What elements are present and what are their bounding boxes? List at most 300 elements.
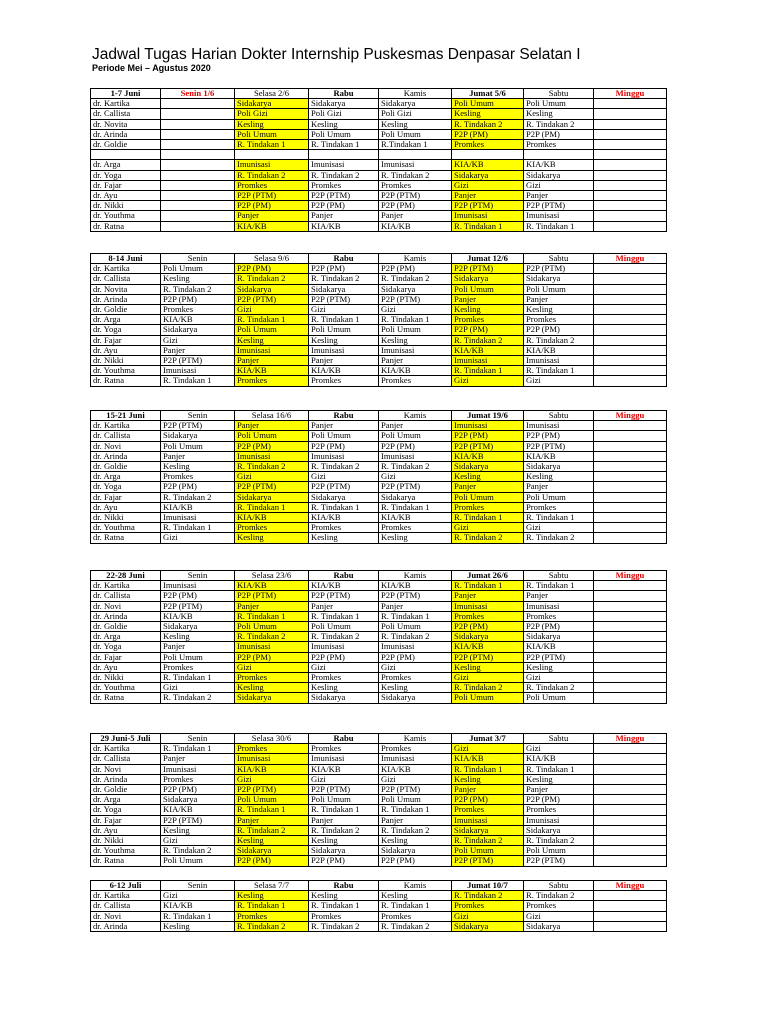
- duty-cell: Poli Umum: [452, 492, 524, 502]
- duty-cell: Kesling: [309, 119, 379, 129]
- duty-cell: Sidakarya: [452, 170, 524, 180]
- duty-cell: Sidakarya: [524, 462, 594, 472]
- duty-cell: Sidakarya: [452, 462, 524, 472]
- table-row: [91, 274, 667, 284]
- duty-cell: Gizi: [235, 472, 309, 482]
- duty-cell: Sidakarya: [379, 492, 452, 502]
- table-row: [91, 211, 667, 221]
- duty-cell: [594, 325, 667, 335]
- duty-cell: Imunisasi: [309, 451, 379, 461]
- week-table: [90, 880, 667, 932]
- duty-cell: Promkes: [379, 744, 452, 754]
- table-row: [91, 911, 667, 921]
- duty-cell: KIA/KB: [161, 502, 235, 512]
- duty-cell: Imunisasi: [524, 211, 594, 221]
- header-cell: 8-14 Juni: [91, 254, 161, 264]
- duty-cell: KIA/KB: [524, 451, 594, 461]
- duty-cell: Promkes: [309, 673, 379, 683]
- duty-cell: P2P (PM): [379, 441, 452, 451]
- table-row: [91, 774, 667, 784]
- duty-cell: Promkes: [309, 376, 379, 386]
- doctor-name-cell: dr. Kartika: [91, 99, 161, 109]
- duty-cell: R. Tindakan 2: [379, 462, 452, 472]
- header-cell: Jumat 26/6: [452, 571, 524, 581]
- duty-cell: Promkes: [452, 901, 524, 911]
- doctor-name-cell: dr. Ayu: [91, 502, 161, 512]
- duty-cell: P2P (PM): [161, 482, 235, 492]
- duty-cell: Promkes: [161, 662, 235, 672]
- header-cell: Jumat 5/6: [452, 89, 524, 99]
- duty-cell: Kesling: [161, 825, 235, 835]
- duty-cell: Kesling: [379, 119, 452, 129]
- duty-cell: Panjer: [309, 601, 379, 611]
- duty-cell: [594, 160, 667, 170]
- duty-cell: Gizi: [524, 523, 594, 533]
- duty-cell: Kesling: [235, 683, 309, 693]
- duty-cell: P2P (PTM): [524, 264, 594, 274]
- duty-cell: Kesling: [161, 462, 235, 472]
- duty-cell: Sidakarya: [379, 284, 452, 294]
- week-table: [90, 253, 667, 387]
- duty-cell: Imunisasi: [524, 421, 594, 431]
- duty-cell: [594, 345, 667, 355]
- doctor-name-cell: dr. Nikki: [91, 356, 161, 366]
- duty-cell: [594, 502, 667, 512]
- table-row: [91, 795, 667, 805]
- table-row: [91, 683, 667, 693]
- duty-cell: Sidakarya: [235, 492, 309, 502]
- duty-cell: Panjer: [161, 642, 235, 652]
- week-header-row: [91, 734, 667, 744]
- duty-cell: Sidakarya: [235, 846, 309, 856]
- duty-cell: P2P (PTM): [309, 591, 379, 601]
- duty-cell: P2P (PM): [379, 652, 452, 662]
- duty-cell: KIA/KB: [524, 754, 594, 764]
- duty-cell: Sidakarya: [452, 274, 524, 284]
- duty-cell: Sidakarya: [524, 921, 594, 931]
- duty-cell: Imunisasi: [309, 642, 379, 652]
- table-row: [91, 611, 667, 621]
- header-cell: Kamis: [379, 881, 452, 891]
- duty-cell: Kesling: [524, 305, 594, 315]
- table-row: [91, 345, 667, 355]
- duty-cell: [594, 693, 667, 703]
- duty-cell: [594, 305, 667, 315]
- duty-cell: P2P (PTM): [309, 482, 379, 492]
- duty-cell: Panjer: [161, 345, 235, 355]
- header-cell: Sabtu: [524, 881, 594, 891]
- duty-cell: Sidakarya: [524, 632, 594, 642]
- table-row: [91, 451, 667, 461]
- duty-cell: [594, 622, 667, 632]
- duty-cell: P2P (PM): [235, 652, 309, 662]
- duty-cell: R. Tindakan 1: [452, 366, 524, 376]
- duty-cell: Sidakarya: [161, 325, 235, 335]
- table-row: [91, 785, 667, 795]
- duty-cell: P2P (PTM): [379, 294, 452, 304]
- duty-cell: [594, 836, 667, 846]
- duty-cell: Panjer: [235, 815, 309, 825]
- header-cell: Selasa 9/6: [235, 254, 309, 264]
- duty-cell: Gizi: [309, 472, 379, 482]
- week-table: [90, 88, 667, 232]
- duty-cell: [161, 160, 235, 170]
- header-cell: Minggu: [594, 571, 667, 581]
- table-row: [91, 201, 667, 211]
- duty-cell: R. Tindakan 2: [524, 335, 594, 345]
- duty-cell: R. Tindakan 2: [524, 836, 594, 846]
- duty-cell: KIA/KB: [309, 366, 379, 376]
- duty-cell: [235, 150, 309, 160]
- duty-cell: R. Tindakan 1: [161, 376, 235, 386]
- duty-cell: Poli Umum: [309, 795, 379, 805]
- doctor-name-cell: dr. Novi: [91, 911, 161, 921]
- duty-cell: P2P (PTM): [452, 652, 524, 662]
- duty-cell: R. Tindakan 1: [452, 581, 524, 591]
- duty-cell: Promkes: [379, 673, 452, 683]
- duty-cell: R. Tindakan 2: [235, 462, 309, 472]
- duty-cell: Kesling: [379, 836, 452, 846]
- duty-cell: [594, 109, 667, 119]
- duty-cell: Panjer: [379, 356, 452, 366]
- duty-cell: Gizi: [524, 180, 594, 190]
- duty-cell: R. Tindakan 1: [161, 911, 235, 921]
- duty-cell: Panjer: [161, 754, 235, 764]
- duty-cell: R. Tindakan 2: [309, 170, 379, 180]
- duty-cell: Kesling: [379, 891, 452, 901]
- duty-cell: [594, 462, 667, 472]
- duty-cell: Promkes: [452, 315, 524, 325]
- duty-cell: Poli Umum: [452, 99, 524, 109]
- duty-cell: R. Tindakan 2: [452, 891, 524, 901]
- duty-cell: Sidakarya: [161, 431, 235, 441]
- duty-cell: Poli Umum: [161, 652, 235, 662]
- duty-cell: [161, 170, 235, 180]
- doctor-name-cell: dr. Ratna: [91, 856, 161, 866]
- duty-cell: Poli Umum: [524, 284, 594, 294]
- doctor-name-cell: dr. Arga: [91, 795, 161, 805]
- duty-cell: R. Tindakan 2: [235, 921, 309, 931]
- duty-cell: [161, 129, 235, 139]
- header-cell: Rabu: [309, 571, 379, 581]
- duty-cell: KIA/KB: [161, 901, 235, 911]
- duty-cell: R. Tindakan 1: [161, 673, 235, 683]
- table-row: [91, 472, 667, 482]
- duty-cell: KIA/KB: [524, 642, 594, 652]
- table-row: [91, 284, 667, 294]
- header-cell: Senin: [161, 734, 235, 744]
- header-cell: Sabtu: [524, 89, 594, 99]
- doctor-name-cell: dr. Ayu: [91, 825, 161, 835]
- duty-cell: [379, 150, 452, 160]
- duty-cell: Poli Umum: [235, 622, 309, 632]
- duty-cell: Panjer: [452, 482, 524, 492]
- duty-cell: R. Tindakan 2: [524, 119, 594, 129]
- duty-cell: KIA/KB: [235, 764, 309, 774]
- table-row: [91, 513, 667, 523]
- table-row: [91, 191, 667, 201]
- doctor-name-cell: dr. Novita: [91, 284, 161, 294]
- duty-cell: P2P (PM): [452, 622, 524, 632]
- duty-cell: KIA/KB: [235, 513, 309, 523]
- duty-cell: Imunisasi: [235, 754, 309, 764]
- table-row: [91, 160, 667, 170]
- header-cell: 1-7 Juni: [91, 89, 161, 99]
- duty-cell: P2P (PTM): [235, 785, 309, 795]
- duty-cell: Poli Umum: [452, 284, 524, 294]
- duty-cell: Poli Umum: [452, 693, 524, 703]
- duty-cell: R. Tindakan 1: [379, 315, 452, 325]
- duty-cell: Panjer: [524, 591, 594, 601]
- duty-cell: [594, 451, 667, 461]
- header-cell: Jumat 3/7: [452, 734, 524, 744]
- duty-cell: P2P (PM): [235, 201, 309, 211]
- doctor-name-cell: dr. Nikki: [91, 201, 161, 211]
- duty-cell: P2P (PTM): [452, 201, 524, 211]
- table-row: [91, 335, 667, 345]
- duty-cell: R. Tindakan 1: [235, 140, 309, 150]
- week-table: [90, 570, 667, 704]
- duty-cell: Imunisasi: [452, 211, 524, 221]
- duty-cell: [594, 264, 667, 274]
- duty-cell: Imunisasi: [379, 754, 452, 764]
- duty-cell: KIA/KB: [235, 221, 309, 231]
- doctor-name-cell: dr. Ratna: [91, 221, 161, 231]
- duty-cell: Gizi: [161, 683, 235, 693]
- table-row: [91, 366, 667, 376]
- duty-cell: Poli Umum: [309, 129, 379, 139]
- duty-cell: R. Tindakan 2: [309, 462, 379, 472]
- duty-cell: Poli Umum: [379, 129, 452, 139]
- duty-cell: R. Tindakan 1: [235, 502, 309, 512]
- duty-cell: [594, 201, 667, 211]
- duty-cell: [524, 150, 594, 160]
- duty-cell: Sidakarya: [161, 622, 235, 632]
- duty-cell: Gizi: [309, 305, 379, 315]
- duty-cell: KIA/KB: [309, 764, 379, 774]
- duty-cell: Poli Umum: [235, 795, 309, 805]
- duty-cell: P2P (PTM): [235, 591, 309, 601]
- duty-cell: Promkes: [309, 523, 379, 533]
- doctor-name-cell: dr. Kartika: [91, 421, 161, 431]
- header-cell: Selasa 30/6: [235, 734, 309, 744]
- duty-cell: Gizi: [379, 305, 452, 315]
- duty-cell: Poli Umum: [235, 431, 309, 441]
- doctor-name-cell: dr. Goldie: [91, 785, 161, 795]
- header-cell: Selasa 16/6: [235, 411, 309, 421]
- duty-cell: R. Tindakan 2: [309, 921, 379, 931]
- duty-cell: Promkes: [235, 523, 309, 533]
- week-header-row: [91, 881, 667, 891]
- duty-cell: [594, 294, 667, 304]
- table-row: [91, 376, 667, 386]
- duty-cell: R. Tindakan 1: [452, 221, 524, 231]
- table-row: [91, 431, 667, 441]
- duty-cell: [594, 482, 667, 492]
- duty-cell: [594, 911, 667, 921]
- duty-cell: P2P (PM): [452, 325, 524, 335]
- duty-cell: KIA/KB: [309, 513, 379, 523]
- doctor-name-cell: dr. Callista: [91, 901, 161, 911]
- duty-cell: R. Tindakan 2: [379, 632, 452, 642]
- duty-cell: Panjer: [309, 815, 379, 825]
- duty-cell: P2P (PM): [452, 795, 524, 805]
- duty-cell: R. Tindakan 1: [309, 140, 379, 150]
- duty-cell: R. Tindakan 2: [452, 335, 524, 345]
- duty-cell: Imunisasi: [452, 421, 524, 431]
- table-row: [91, 150, 667, 160]
- duty-cell: R. Tindakan 2: [524, 891, 594, 901]
- duty-cell: P2P (PM): [452, 129, 524, 139]
- duty-cell: Promkes: [452, 805, 524, 815]
- duty-cell: R. Tindakan 2: [161, 284, 235, 294]
- duty-cell: [594, 815, 667, 825]
- duty-cell: R. Tindakan 1: [452, 513, 524, 523]
- duty-cell: Imunisasi: [524, 815, 594, 825]
- duty-cell: [594, 891, 667, 901]
- duty-cell: [594, 472, 667, 482]
- duty-cell: Kesling: [161, 274, 235, 284]
- duty-cell: Kesling: [235, 891, 309, 901]
- duty-cell: P2P (PM): [161, 785, 235, 795]
- duty-cell: Gizi: [452, 911, 524, 921]
- week-header-row: [91, 254, 667, 264]
- header-cell: Jumat 12/6: [452, 254, 524, 264]
- duty-cell: Kesling: [309, 891, 379, 901]
- duty-cell: [594, 513, 667, 523]
- duty-cell: Kesling: [235, 836, 309, 846]
- duty-cell: [161, 119, 235, 129]
- duty-cell: Panjer: [161, 451, 235, 461]
- duty-cell: Poli Umum: [379, 431, 452, 441]
- doctor-name-cell: dr. Yoga: [91, 170, 161, 180]
- duty-cell: [594, 492, 667, 502]
- table-row: [91, 502, 667, 512]
- duty-cell: Panjer: [524, 482, 594, 492]
- duty-cell: Sidakarya: [235, 284, 309, 294]
- duty-cell: P2P (PM): [309, 264, 379, 274]
- duty-cell: P2P (PM): [309, 856, 379, 866]
- duty-cell: KIA/KB: [452, 160, 524, 170]
- duty-cell: [594, 611, 667, 621]
- duty-cell: [161, 201, 235, 211]
- duty-cell: R. Tindakan 1: [235, 315, 309, 325]
- doctor-name-cell: dr. Youthma: [91, 211, 161, 221]
- duty-cell: Poli Umum: [524, 846, 594, 856]
- table-row: [91, 662, 667, 672]
- duty-cell: R. Tindakan 2: [379, 825, 452, 835]
- header-cell: 22-28 Juni: [91, 571, 161, 581]
- duty-cell: R. Tindakan 2: [452, 533, 524, 543]
- duty-cell: [594, 825, 667, 835]
- table-row: [91, 109, 667, 119]
- duty-cell: [161, 99, 235, 109]
- duty-cell: [594, 170, 667, 180]
- duty-cell: [594, 523, 667, 533]
- duty-cell: Panjer: [452, 294, 524, 304]
- duty-cell: Imunisasi: [309, 345, 379, 355]
- doctor-name-cell: dr. Novi: [91, 441, 161, 451]
- doctor-name-cell: dr. Kartika: [91, 581, 161, 591]
- duty-cell: Panjer: [379, 211, 452, 221]
- duty-cell: Poli Umum: [235, 325, 309, 335]
- duty-cell: [594, 673, 667, 683]
- duty-cell: Poli Umum: [309, 622, 379, 632]
- duty-cell: Imunisasi: [309, 754, 379, 764]
- header-cell: Selasa 7/7: [235, 881, 309, 891]
- duty-cell: Gizi: [379, 662, 452, 672]
- table-row: [91, 622, 667, 632]
- duty-cell: P2P (PM): [235, 441, 309, 451]
- duty-cell: Sidakarya: [235, 693, 309, 703]
- duty-cell: Poli Gizi: [235, 109, 309, 119]
- table-row: [91, 325, 667, 335]
- doctor-name-cell: dr. Youthma: [91, 683, 161, 693]
- table-row: [91, 119, 667, 129]
- doctor-name-cell: dr. Fajar: [91, 335, 161, 345]
- header-cell: Minggu: [594, 411, 667, 421]
- duty-cell: P2P (PM): [161, 591, 235, 601]
- duty-cell: Gizi: [235, 774, 309, 784]
- doctor-name-cell: dr. Arinda: [91, 129, 161, 139]
- duty-cell: Promkes: [161, 305, 235, 315]
- table-row: [91, 846, 667, 856]
- doctor-name-cell: dr. Arga: [91, 160, 161, 170]
- duty-cell: [594, 376, 667, 386]
- header-cell: Minggu: [594, 254, 667, 264]
- table-row: [91, 180, 667, 190]
- duty-cell: R. Tindakan 2: [235, 274, 309, 284]
- doctor-name-cell: dr. Fajar: [91, 815, 161, 825]
- header-cell: Rabu: [309, 734, 379, 744]
- duty-cell: Panjer: [309, 211, 379, 221]
- header-cell: Rabu: [309, 254, 379, 264]
- duty-cell: P2P (PTM): [452, 441, 524, 451]
- duty-cell: P2P (PTM): [235, 482, 309, 492]
- duty-cell: KIA/KB: [379, 764, 452, 774]
- duty-cell: [594, 221, 667, 231]
- duty-cell: Poli Umum: [161, 264, 235, 274]
- duty-cell: R. Tindakan 1: [524, 221, 594, 231]
- duty-cell: [594, 662, 667, 672]
- duty-cell: [594, 921, 667, 931]
- duty-cell: [594, 805, 667, 815]
- duty-cell: Promkes: [235, 180, 309, 190]
- duty-cell: Panjer: [379, 815, 452, 825]
- header-cell: 6-12 Juli: [91, 881, 161, 891]
- header-cell: Sabtu: [524, 571, 594, 581]
- duty-cell: Sidakarya: [309, 693, 379, 703]
- duty-cell: Imunisasi: [379, 160, 452, 170]
- duty-cell: P2P (PTM): [235, 191, 309, 201]
- duty-cell: [594, 315, 667, 325]
- duty-cell: Panjer: [309, 421, 379, 431]
- duty-cell: Kesling: [452, 662, 524, 672]
- duty-cell: Gizi: [452, 673, 524, 683]
- duty-cell: R. Tindakan 1: [309, 315, 379, 325]
- duty-cell: R. Tindakan 1: [161, 744, 235, 754]
- table-row: [91, 652, 667, 662]
- doctor-name-cell: dr. Yoga: [91, 642, 161, 652]
- duty-cell: P2P (PTM): [524, 441, 594, 451]
- doctor-name-cell: dr. Novi: [91, 764, 161, 774]
- duty-cell: R. Tindakan 2: [379, 921, 452, 931]
- duty-cell: [594, 901, 667, 911]
- duty-cell: R. Tindakan 1: [235, 611, 309, 621]
- header-cell: Kamis: [379, 254, 452, 264]
- duty-cell: Promkes: [524, 140, 594, 150]
- duty-cell: Sidakarya: [452, 632, 524, 642]
